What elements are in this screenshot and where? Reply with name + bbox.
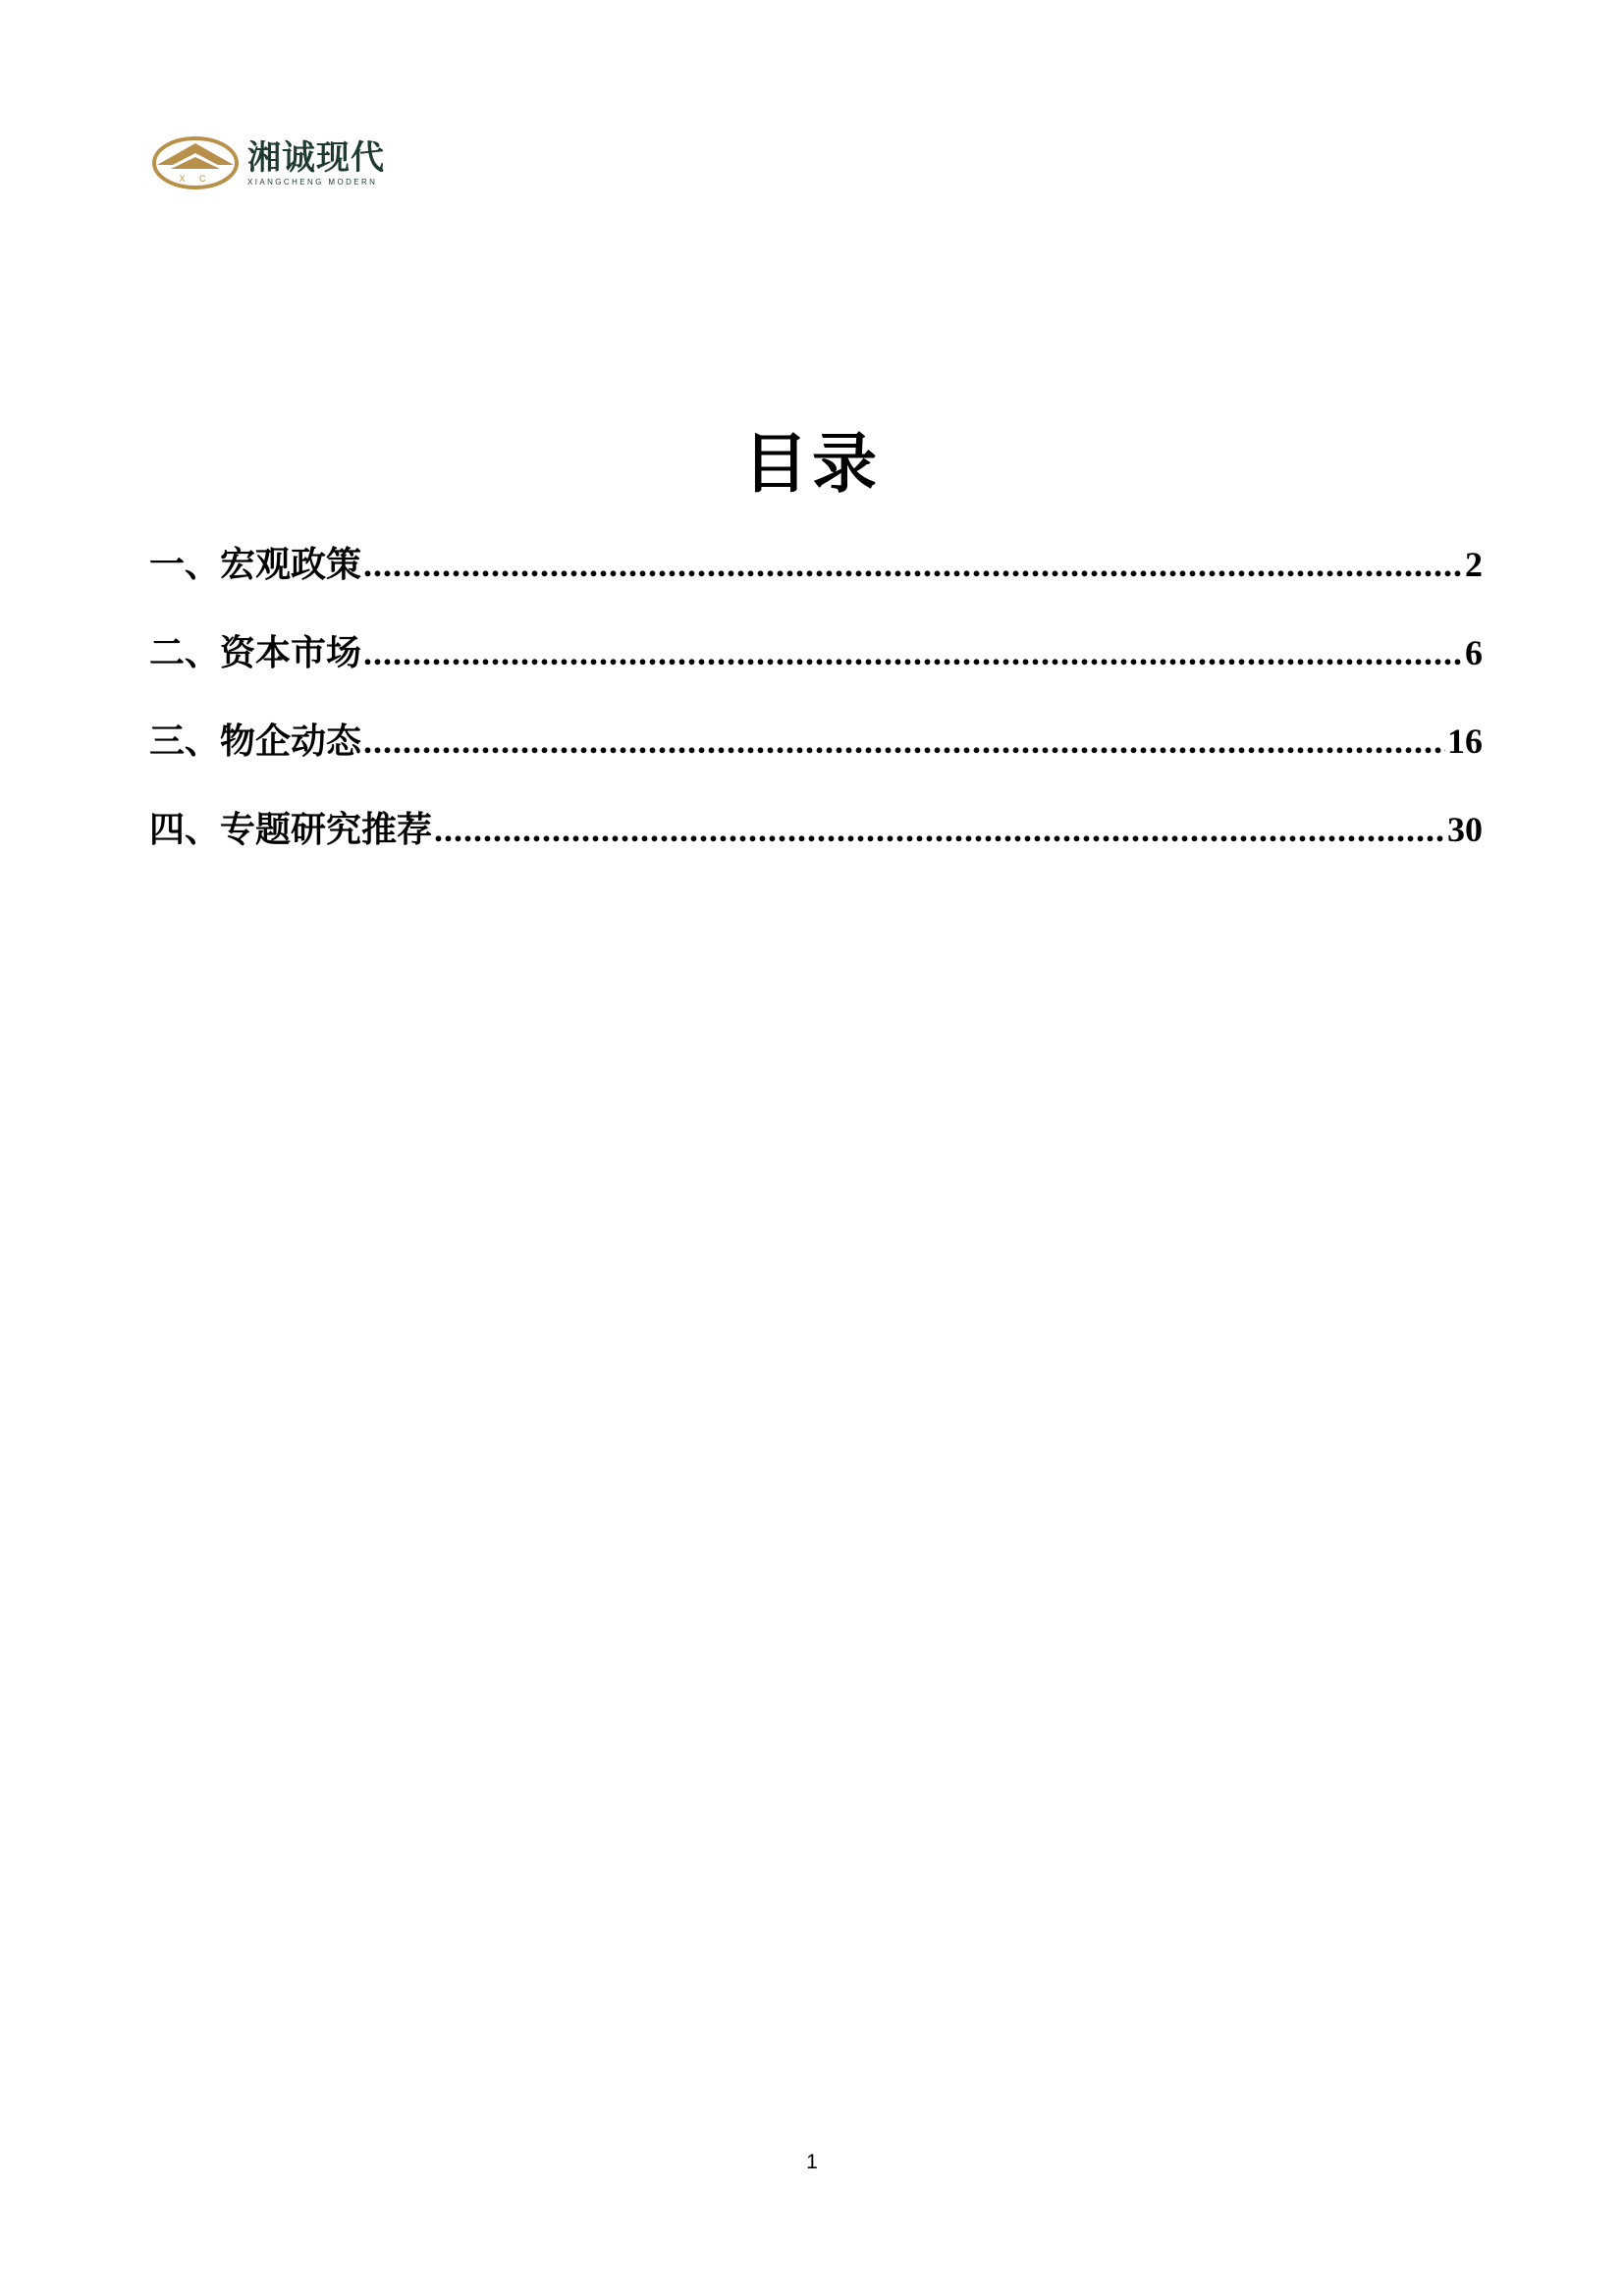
toc-entry-property-company-news[interactable] xyxy=(149,705,1483,793)
toc-entry-label: 一、宏观政策 xyxy=(149,544,362,585)
toc-dot-leader xyxy=(363,616,1463,689)
toc-entry-page: 30 xyxy=(1447,810,1483,849)
toc-entry-special-research[interactable] xyxy=(149,793,1483,881)
toc-entry-page: 6 xyxy=(1465,633,1483,672)
toc-entry-label: 三、物企动态 xyxy=(149,721,362,762)
svg-text:X C: X C xyxy=(179,174,212,184)
toc-entry-macro-policy[interactable] xyxy=(149,528,1483,616)
toc-entry-page: 16 xyxy=(1447,721,1483,761)
toc-entry-label: 四、专题研究推荐 xyxy=(149,809,433,850)
company-logo xyxy=(151,133,416,192)
toc-entry-capital-market[interactable] xyxy=(149,616,1483,705)
toc-entry-page: 2 xyxy=(1465,545,1483,584)
logo-chinese-name: 湘诚现代 xyxy=(247,137,385,178)
toc-title: 目录 xyxy=(743,425,881,502)
toc-dot-leader xyxy=(363,705,1445,777)
logo-english-name: XIANGCHENG MODERN xyxy=(247,177,378,187)
toc-dot-leader xyxy=(363,528,1463,601)
table-of-contents xyxy=(149,528,1483,881)
toc-dot-leader xyxy=(434,793,1445,866)
page-number: 1 xyxy=(806,2151,818,2173)
logo-mark-icon xyxy=(151,135,240,190)
toc-entry-label: 二、资本市场 xyxy=(149,632,362,673)
